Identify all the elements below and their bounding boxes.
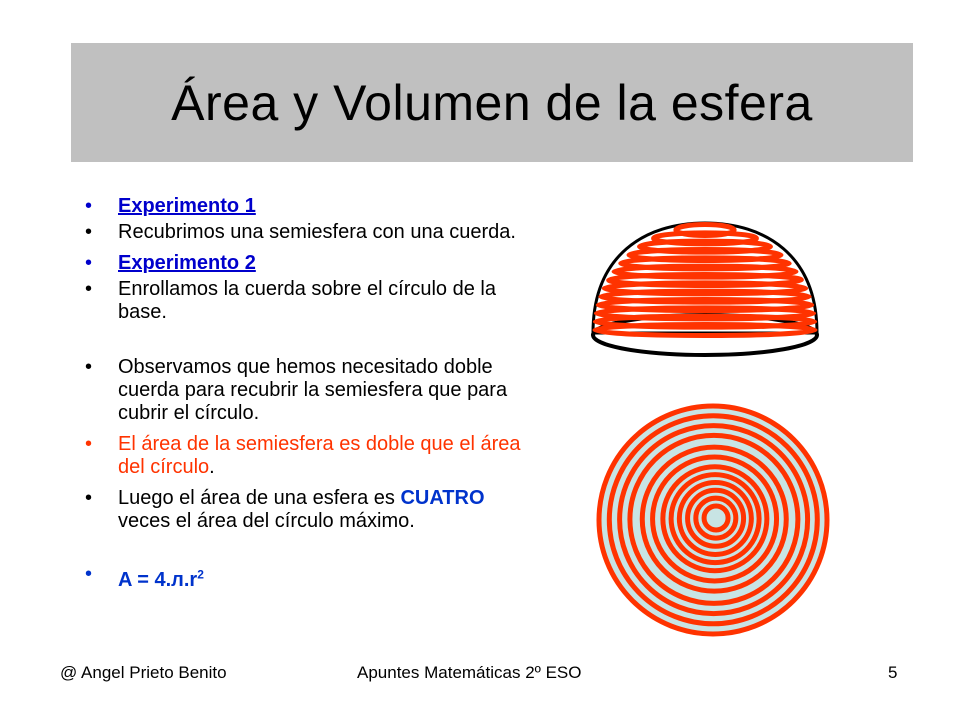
footer-page-number: 5: [888, 663, 898, 682]
bullet-text: Enrollamos la cuerda sobre el círculo de la base.: [118, 278, 496, 323]
bullet-dot: •: [85, 487, 93, 509]
bullet-four-times: [78, 487, 533, 533]
rope-circle-figure: [593, 400, 833, 640]
slide-title: Área y Volumen de la esfera: [171, 74, 813, 131]
bullet-observation: [78, 356, 533, 425]
bullet-text-bold: CUATRO: [400, 487, 485, 509]
bullet-area-double: [78, 433, 533, 479]
footer-course: Apuntes Matemáticas 2º ESO: [357, 663, 582, 682]
bullet-list: [78, 195, 533, 592]
bullet-formula: [78, 563, 533, 592]
hemisphere-figure: [585, 215, 825, 365]
bullet-experiment-1[interactable]: [78, 195, 533, 218]
formula-text: A = 4.л.r: [118, 568, 198, 591]
formula: [118, 569, 204, 591]
bullet-wind-rope: [78, 278, 533, 324]
bullet-dot: •: [85, 356, 93, 378]
bullet-dot: •: [85, 563, 93, 585]
bullet-cover-hemisphere: [78, 221, 533, 244]
bullet-dot: •: [85, 278, 93, 300]
bullet-dot: •: [85, 195, 93, 217]
bullet-text-red: El área de la semiesfera es doble que el área del círculo: [118, 433, 521, 478]
bullet-text: Observamos que hemos necesitado doble cuerda para recubrir la semiesfera que para cubrir el círculo.: [118, 356, 508, 424]
bullet-dot: •: [85, 433, 93, 455]
bullet-dot: •: [85, 221, 93, 243]
bullet-text-after: veces el área del círculo máximo.: [118, 510, 415, 532]
bullet-experiment-2[interactable]: [78, 252, 533, 275]
formula-superscript: 2: [197, 567, 204, 581]
bullet-text: Recubrimos una semiesfera con una cuerda.: [118, 221, 516, 243]
title-bar: [71, 43, 913, 162]
experiment-1-link[interactable]: Experimento 1: [118, 195, 256, 217]
bullet-dot: •: [85, 252, 93, 274]
bullet-text-tail: .: [209, 456, 215, 478]
bullet-text-before: Luego el área de una esfera es: [118, 487, 401, 509]
footer-author: @ Angel Prieto Benito: [60, 663, 227, 682]
experiment-2-link[interactable]: Experimento 2: [118, 252, 256, 274]
